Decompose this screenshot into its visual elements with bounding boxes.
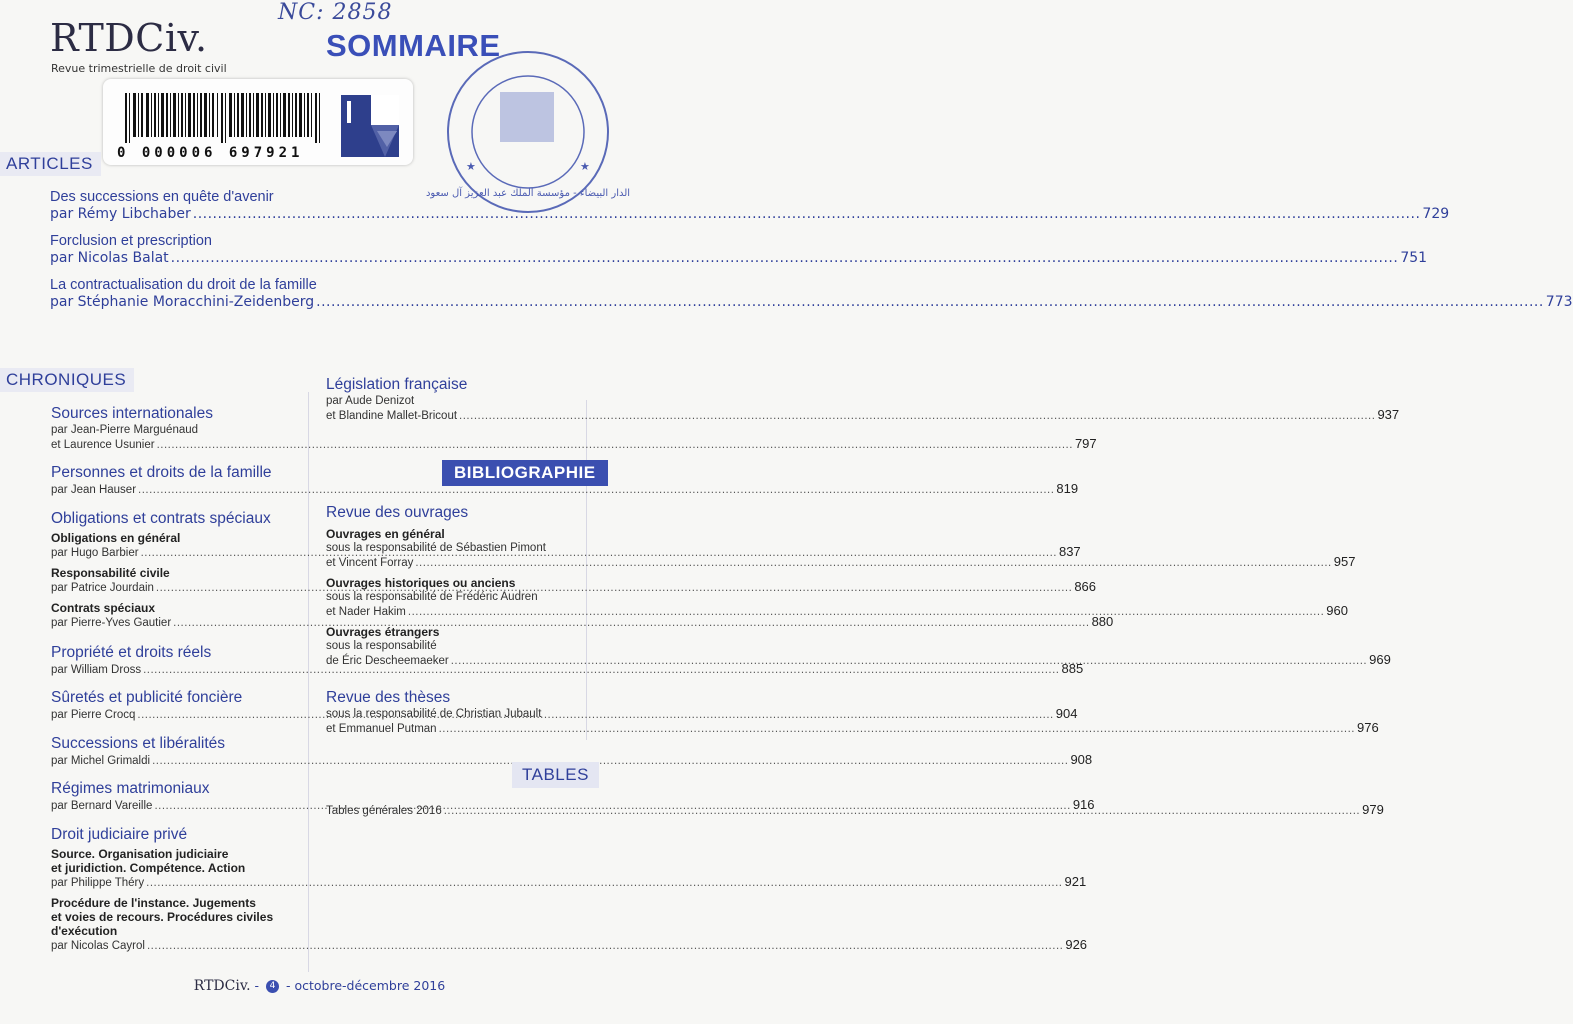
chronique-author: par Pierre-Yves Gautier — [51, 617, 172, 629]
chronique-author: par Patrice Jourdain — [51, 582, 154, 594]
chronique-author: par Bernard Vareille — [51, 800, 153, 812]
article-author: par Stéphanie Moracchini-Zeidenberg — [50, 294, 315, 310]
chronique-subheading: Obligations en général — [51, 531, 181, 545]
bibliographie-editor: et Emmanuel Putman — [326, 723, 437, 735]
article-item[interactable] — [50, 189, 1450, 223]
bibliographie-subheading: Ouvrages historiques ou anciens — [326, 576, 516, 590]
tables-page: 979 — [1362, 802, 1384, 817]
bibliographie-editor: et Nader Hakim — [326, 606, 406, 618]
article-page: 729 — [1422, 206, 1450, 222]
issue-number-badge: 4 — [266, 980, 279, 993]
article-author: par Nicolas Balat — [50, 250, 169, 266]
chronique-page: 904 — [1055, 706, 1078, 721]
handwritten-note: NC: 2858 — [278, 0, 393, 25]
chronique-author: par Pierre Crocq — [51, 709, 136, 721]
stamp-text: الدار البيضاء - مؤسسة الملك عبد العزيز آل سعود — [425, 188, 631, 199]
chronique-heading: Sûretés et publicité foncière — [51, 689, 243, 706]
chronique-page: 885 — [1061, 661, 1084, 676]
barcode-label — [103, 79, 413, 165]
barcode-number: 0 000006 697921 — [117, 145, 304, 161]
chronique-page: 937 — [1377, 407, 1400, 422]
chronique-author: par William Dross — [51, 664, 142, 676]
chronique-subheading: Contrats spéciaux — [51, 601, 156, 615]
bibliographie-editor: sous la responsabilité de Christian Jubault — [326, 708, 542, 720]
bibliographie-subheading: Ouvrages étrangers — [326, 625, 440, 639]
chronique-page: 819 — [1056, 481, 1079, 496]
chronique-author: par Jean Hauser — [51, 484, 137, 496]
article-leader — [50, 206, 1450, 223]
bibliographie-page: 976 — [1356, 720, 1379, 735]
publisher-logo-icon — [341, 95, 399, 157]
chronique-page: 866 — [1074, 579, 1097, 594]
journal-subtitle: Revue trimestrielle de droit civil — [51, 62, 227, 75]
article-title: Forclusion et prescription — [50, 233, 212, 249]
chronique-legislation[interactable] — [326, 375, 1400, 423]
chronique-page: 880 — [1091, 614, 1114, 629]
section-label-chroniques: CHRONIQUES — [0, 368, 134, 392]
chronique-heading: Obligations et contrats spéciaux — [51, 510, 271, 527]
article-title: Des successions en quête d'avenir — [50, 189, 274, 205]
chronique-heading: Régimes matrimoniaux — [51, 780, 210, 797]
section-label-bibliographie: BIBLIOGRAPHIE — [442, 460, 608, 486]
article-item[interactable] — [50, 277, 1573, 311]
bibliographie-heading: Revue des ouvrages — [326, 504, 469, 521]
bibliographie-heading: Revue des thèses — [326, 689, 451, 706]
chronique-author: par Jean-Pierre Marguénaud — [51, 424, 199, 436]
bibliographie-page: 969 — [1369, 652, 1391, 667]
article-leader — [50, 294, 1573, 311]
chronique-heading: Personnes et droits de la famille — [51, 464, 272, 481]
bibliographie-editor: sous la responsabilité — [326, 640, 437, 652]
chronique-subheading: d'exécution — [51, 924, 118, 938]
chronique-page: 926 — [1065, 937, 1088, 952]
chronique-heading: Propriété et droits réels — [51, 644, 212, 661]
chronique-author: et Laurence Usunier — [51, 439, 155, 451]
barcode-icon — [125, 93, 323, 143]
chronique-page: 837 — [1058, 544, 1081, 559]
chronique-author: par Michel Grimaldi — [51, 755, 151, 767]
section-label-tables: TABLES — [512, 762, 599, 788]
chronique-subheading: Responsabilité civile — [51, 566, 170, 580]
chronique-author: par Hugo Barbier — [51, 547, 139, 559]
chronique-author: par Aude Denizot — [326, 395, 415, 407]
bibliographie-page: 960 — [1326, 603, 1348, 618]
article-page: 751 — [1400, 250, 1428, 266]
chronique-author: et Blandine Mallet-Bricout — [326, 410, 458, 422]
chronique-subheading: et juridiction. Compétence. Action — [51, 861, 246, 875]
chronique-subheading: et voies de recours. Procédures civiles — [51, 910, 274, 924]
page-footer: RTDCiv. - 4 - octobre-décembre 2016 — [193, 978, 446, 994]
chronique-heading: Sources internationales — [51, 405, 213, 422]
chronique-heading: Législation française — [326, 376, 468, 393]
bibliographie-editor: de Éric Descheemaeker — [326, 655, 449, 667]
page-title: SOMMAIRE — [326, 28, 501, 63]
article-author: par Rémy Libchaber — [50, 206, 191, 222]
chronique-subheading: Source. Organisation judiciaire — [51, 847, 229, 861]
chronique-page: 908 — [1070, 752, 1093, 767]
bibliographie-editor: sous la responsabilité de Sébastien Pimont — [326, 542, 546, 554]
chronique-author: par Nicolas Cayrol — [51, 940, 145, 952]
article-page: 773 — [1545, 294, 1573, 310]
chronique-heading: Successions et libéralités — [51, 735, 226, 752]
chronique-subheading: Procédure de l'instance. Jugements — [51, 896, 256, 910]
footer-brand: RTDCiv. — [193, 978, 251, 994]
bibliographie-subheading: Ouvrages en général — [326, 527, 445, 541]
chronique-droit-judiciaire[interactable] — [51, 825, 1088, 953]
bibliographie-editor: et Vincent Forray — [326, 557, 414, 569]
chronique-page: 921 — [1064, 874, 1087, 889]
svg-text:★: ★ — [580, 160, 590, 173]
svg-text:★: ★ — [466, 160, 476, 173]
article-item[interactable] — [50, 233, 1428, 267]
article-leader — [50, 250, 1428, 267]
bibliographie-page: 957 — [1333, 554, 1356, 569]
chronique-page: 916 — [1072, 797, 1095, 812]
footer-date: octobre-décembre 2016 — [294, 978, 446, 993]
chronique-author: par Philippe Théry — [51, 877, 145, 889]
journal-brand: RTDCiv. — [50, 16, 208, 60]
tables-item: Tables générales 2016 — [326, 805, 442, 817]
chronique-successions[interactable] — [51, 734, 1093, 768]
bibliographie-editor: sous la responsabilité de Frédéric Audren — [326, 591, 538, 603]
chronique-heading: Droit judiciaire privé — [51, 826, 188, 843]
section-label-articles: ARTICLES — [0, 152, 101, 176]
chronique-page: 797 — [1074, 436, 1097, 451]
article-title: La contractualisation du droit de la famille — [50, 277, 317, 293]
